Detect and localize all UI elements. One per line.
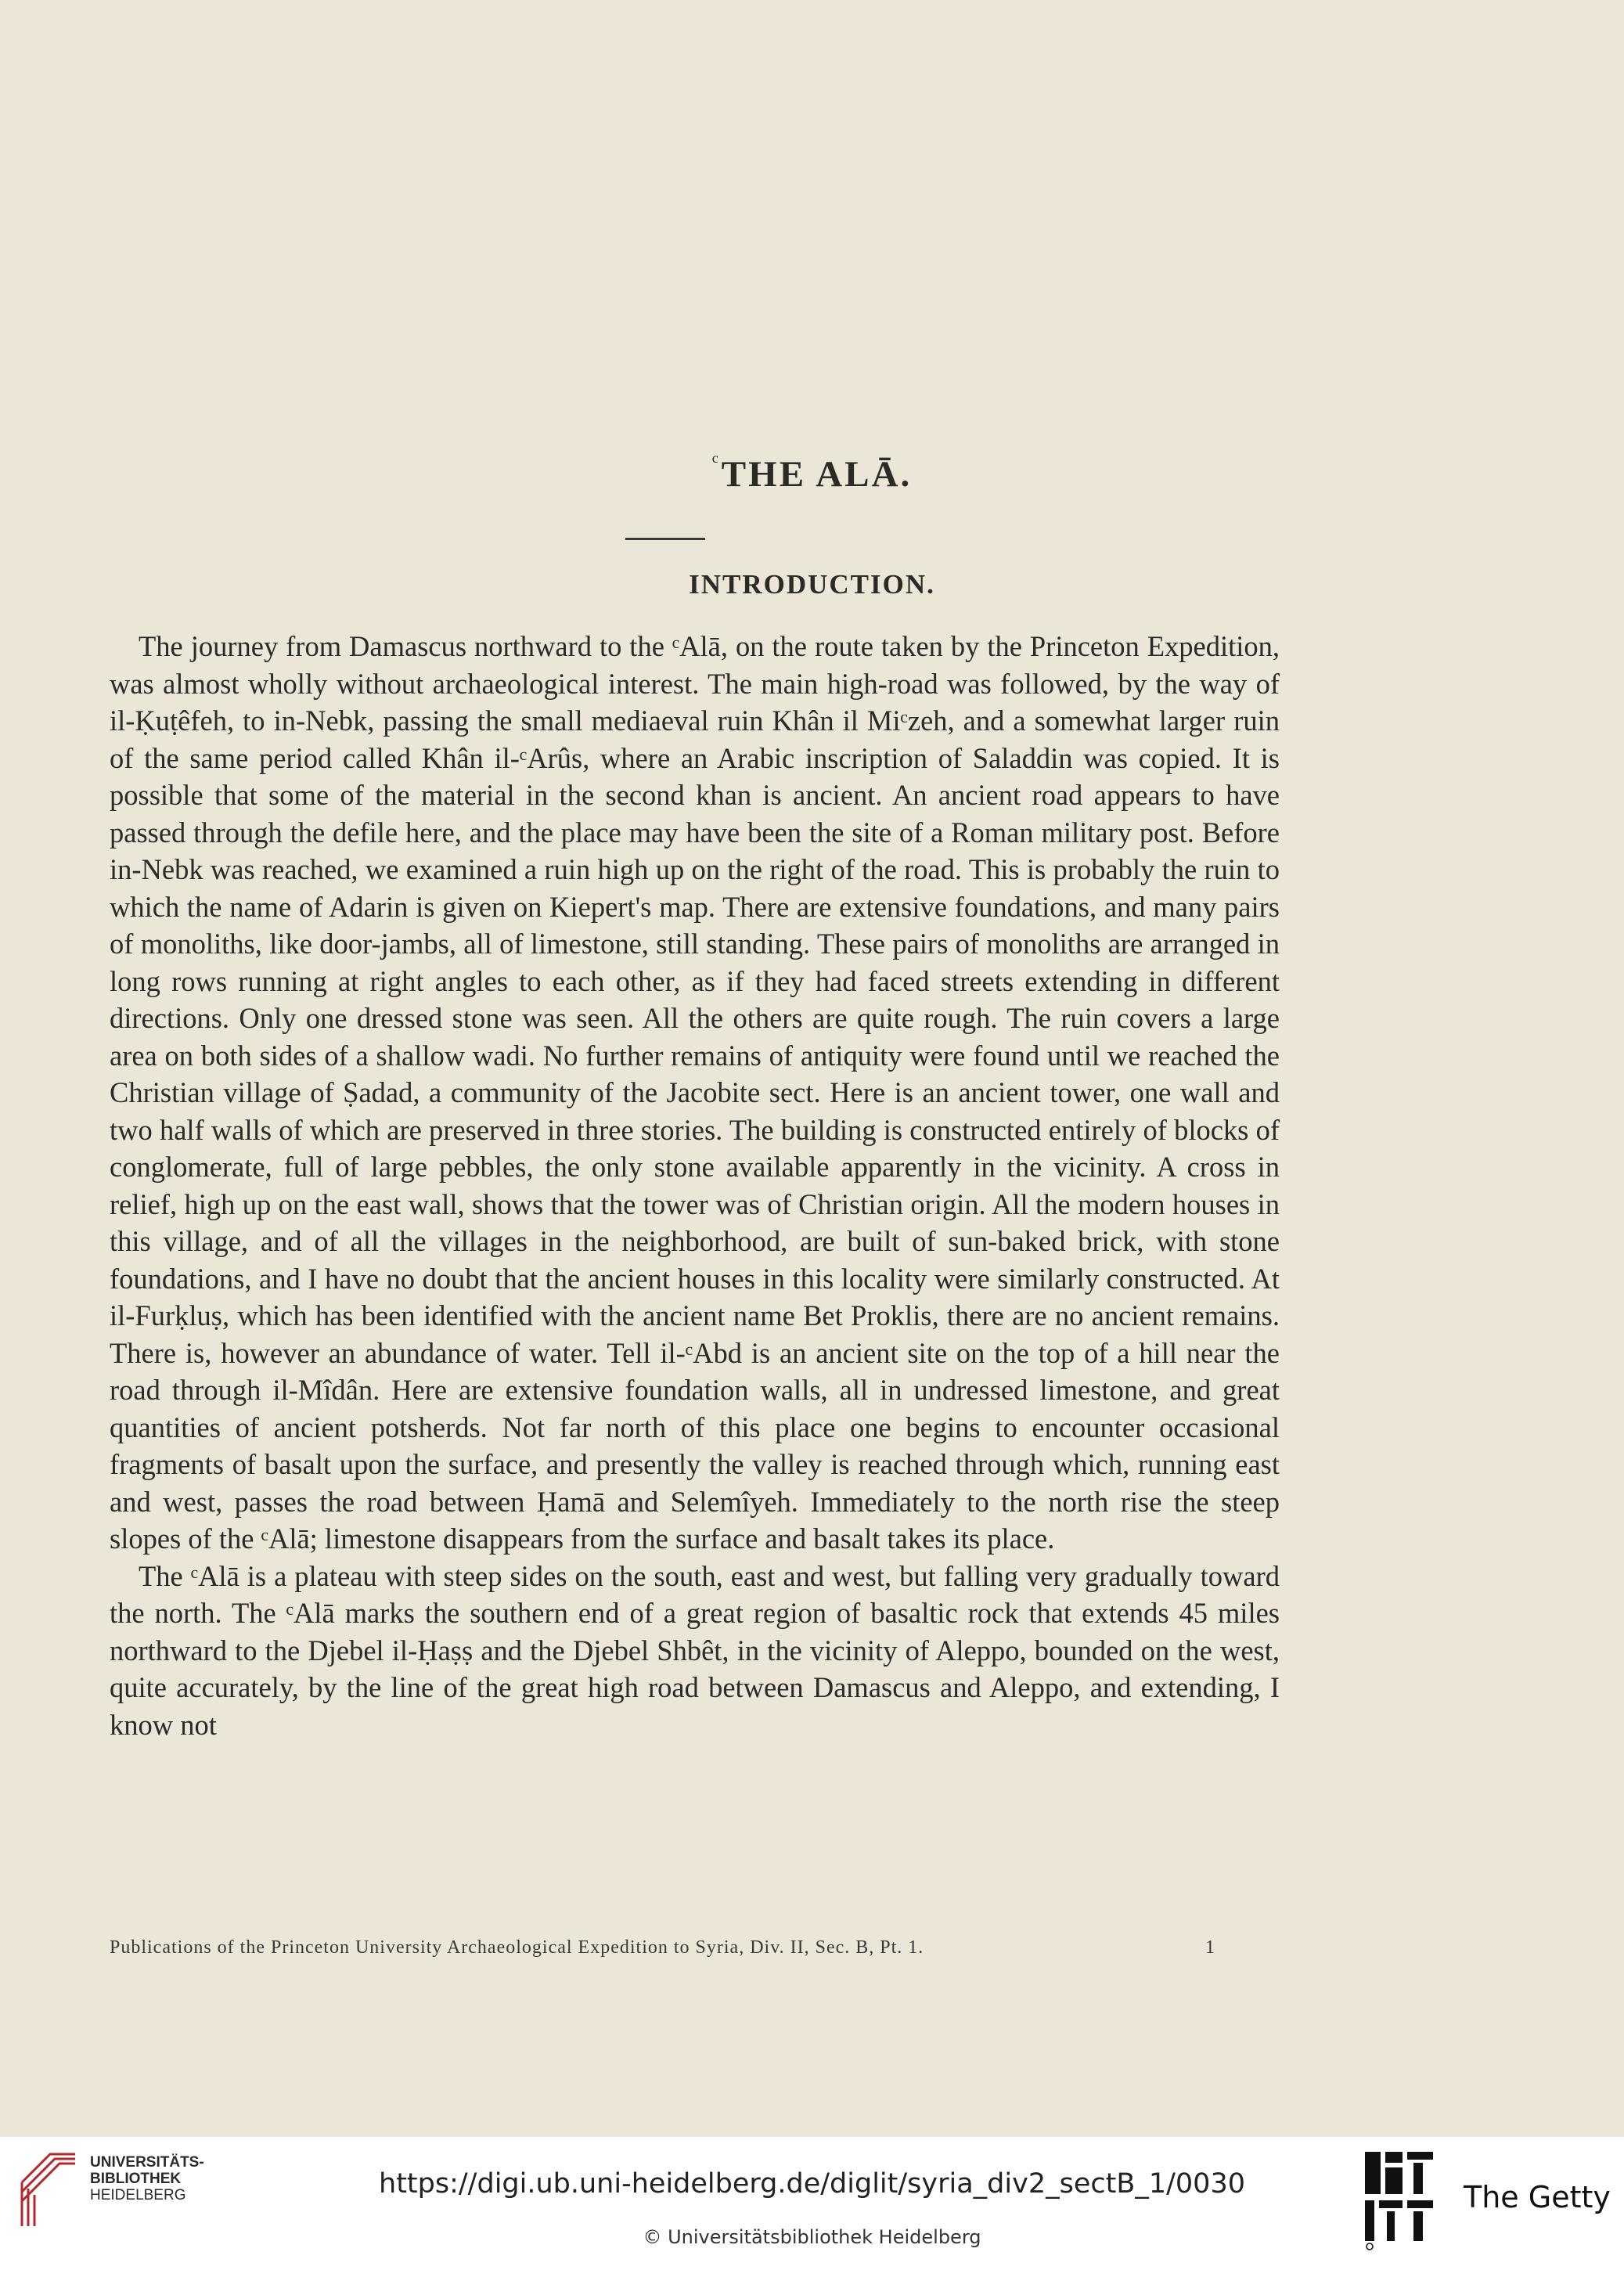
publication-footnote: Publications of the Princeton University Archaeological Expedition to Syria, Div. II, Sec. B, Pt. 1. [110,1937,924,1958]
page-title [0,450,1624,495]
title-text: THE ALĀ. [721,454,913,495]
section-heading: INTRODUCTION. [689,569,935,600]
title-divider [625,538,705,540]
permalink-url[interactable]: https://digi.ub.uni-heidelberg.de/diglit/syria_div2_sectB_1/0030 [379,2168,1245,2200]
library-name-line2: BIBLIOTHEK [90,2171,182,2187]
getty-name: The Getty [1464,2180,1611,2214]
page-number: 1 [1205,1937,1215,1958]
body-text [110,628,1280,1743]
getty-logo-icon[interactable] [1362,2149,1436,2250]
library-name-line3: HEIDELBERG [90,2187,186,2203]
copyright-notice: © Universitätsbibliothek Heidelberg [643,2226,981,2248]
paragraph-1: The journey from Damascus northward to the ᶜAlā, on the route taken by the Princeton Expedition, was almost wholly without archaeological interest. The main high-road was followed, by the way of il-Ḳuṭêfeh, to in-Nebk, passing the small mediaeval ruin Khân il Miᶜzeh, and a somewhat larger ruin of the same period called Khân il-ᶜArûs, where an Arabic inscription of Saladdin was copied. It is possible that some of the material in the second khan is ancient. An ancient road appears to have passed through the defile here, and the place may have been the site of a Roman military post. Before in-Nebk was reached, we examined a ruin high up on the right of the road. This is probably the ruin to which the name of Adarin is given on Kiepert's map. There are extensive foundations, and many pairs of monoliths, like door-jambs, all of limestone, still standing. These pairs of monoliths are arranged in long rows running at right angles to each other, as if they had faced streets extending in different directions. Only one dressed stone was seen. All the others are quite rough. The ruin covers a large area on both sides of a shallow wadi. No further remains of antiquity were found until we reached the Christian village of Ṣadad, a community of the Jacobite sect. Here is an ancient tower, one wall and two half walls of which are preserved in three stories. The building is constructed entirely of blocks of conglomerate, full of large pebbles, the only stone available apparently in the vicinity. A cross in relief, high up on the east wall, shows that the tower was of Christian origin. All the modern houses in this village, and of all the villages in the neighborhood, are built of sun-baked brick, with stone foundations, and I have no doubt that the ancient houses in this locality were similarly constructed. At il-Furḳluṣ, which has been identified with the ancient name Bet Proklis, there are no ancient remains. There is, however an abundance of water. Tell il-ᶜAbd is an ancient site on the top of a hill near the road through il-Mîdân. Here are extensive foundation walls, all in undressed limestone, and great quantities of ancient potsherds. Not far north of this place one begins to encounter occasional fragments of basalt upon the surface, and presently the valley is reached through which, running east and west, passes the road between Ḥamā and Selemîyeh. Immediately to the north rise the steep slopes of the ᶜAlā; limestone disappears from the surface and basalt takes its place. [110,630,1280,1555]
title-ayn-mark: c [711,450,721,466]
paragraph-2: The ᶜAlā is a plateau with steep sides on the south, east and west, but falling very gradually toward the north. The ᶜAlā marks the southern end of a great region of basaltic rock that extends 45 miles northward to the Djebel il-Ḥaṣṣ and the Djebel Shbêt, in the vicinity of Aleppo, bounded on the west, quite accurately, by the line of the great high road between Damascus and Aleppo, and extending, I know not [110,1559,1280,1741]
library-name-line1: UNIVERSITÄTS- [90,2154,204,2171]
